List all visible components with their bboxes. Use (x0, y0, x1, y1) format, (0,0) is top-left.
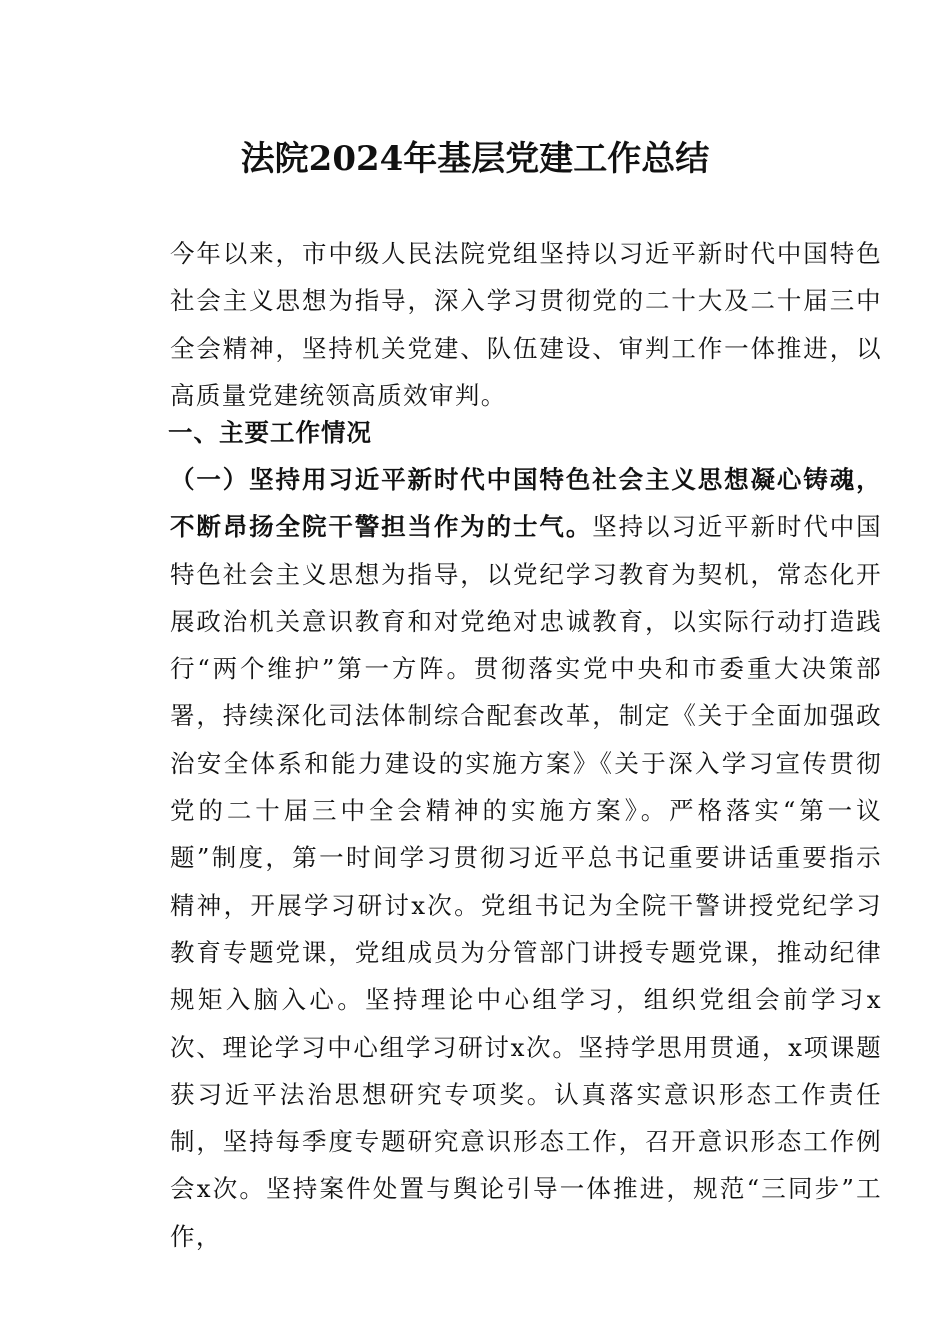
document-title: 法院2024年基层党建工作总结 (240, 139, 710, 179)
subsection-paragraph (121, 456, 882, 1260)
intro-paragraph: 今年以来，市中级人民法院党组坚持以习近平新时代中国特色社会主义思想为指导，深入学习贯彻党的二十大及二十届三中全会精神，坚持机关党建、队伍建设、审判工作一体推进，以高质量党建统领高质效审判。 (170, 239, 882, 410)
subsection-heading: （一）坚持用习近平新时代中国特色社会主义思想凝心铸魂，不断昂扬全院干警担当作为的士气。 (170, 465, 882, 542)
section-heading: 一、主要工作情况 (168, 418, 372, 447)
subsection-body: 坚持以习近平新时代中国特色社会主义思想为指导，以党纪学习教育为契机，常态化开展政治机关意识教育和对党绝对忠诚教育，以实际行动打造践行“两个维护”第一方阵。贯彻落实党中央和市委重大决策部署，持续深化司法体制综合配套改革，制定《关于全面加强政治安全体系和能力建设的实施方案》《关于深入学习宣传贯彻党的二十届三中全会精神的实施方案》。严格落实“第一议题”制度，第一时间学习贯彻习近平总书记重要讲话重要指示精神，开展学习研讨x次。党组书记为全院干警讲授党纪学习教育专题党课，党组成员为分管部门讲授专题党课，推动纪律规矩入脑入心。坚持理论中心组学习，组织党组会前学习x次、理论学习中心组学习研讨x次。坚持学思用贯通，x项课题获习近平法治思想研究专项奖。认真落实意识形态工作责任制，坚持每季度专题研究意识形态工作，召开意识形态工作例会x次。坚持案件处置与舆论引导一体推进，规范“三同步”工作， (170, 512, 882, 1251)
